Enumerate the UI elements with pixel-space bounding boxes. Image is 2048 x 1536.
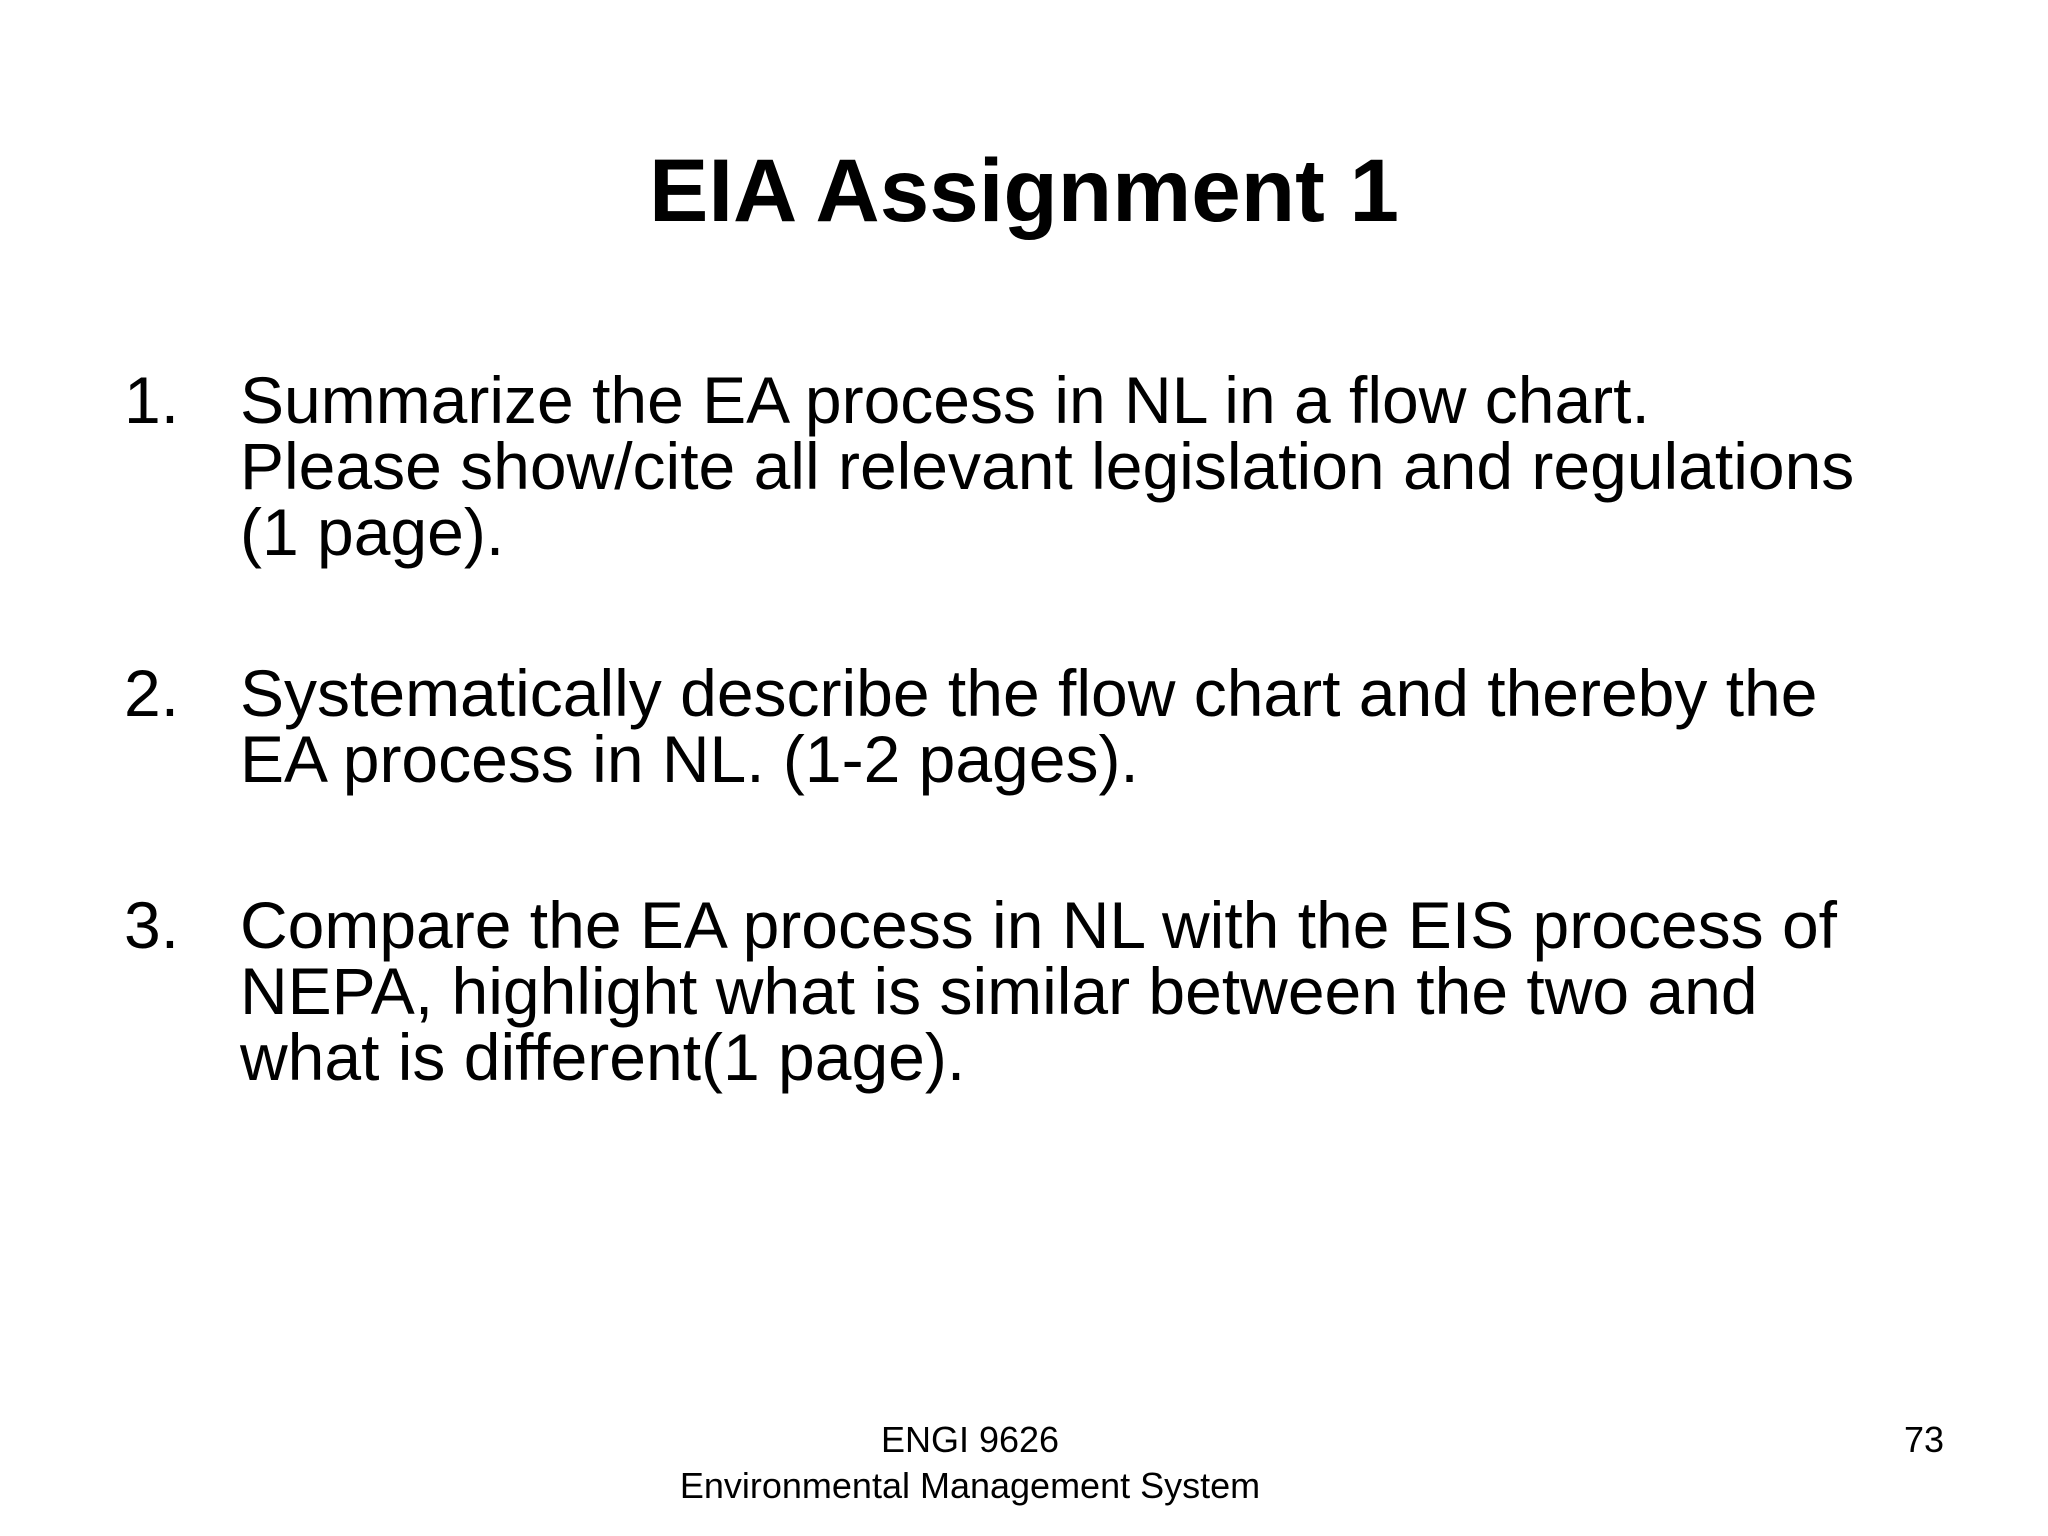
list-item-line: NEPA, highlight what is similar between the two and bbox=[240, 954, 1758, 1028]
list-item-line: Please show/cite all relevant legislation and regulations bbox=[240, 429, 1855, 503]
list-item-line: Compare the EA process in NL with the EIS process of bbox=[240, 888, 1837, 962]
list-item-number: 1. bbox=[124, 363, 180, 437]
list-item-line: EA process in NL. (1-2 pages). bbox=[240, 722, 1139, 796]
list-item-text bbox=[240, 656, 2000, 796]
list-item-line: Summarize the EA process in NL in a flow chart. bbox=[240, 363, 1650, 437]
slide-title: EIA Assignment 1 bbox=[648, 140, 1400, 240]
list-item-line: Systematically describe the flow chart and thereby the bbox=[240, 656, 1818, 730]
list-item-text bbox=[240, 363, 2000, 569]
page-number: 73 bbox=[1903, 1419, 1944, 1460]
slide-footer bbox=[0, 1417, 1940, 1509]
footer-course-code: ENGI 9626 bbox=[880, 1419, 1060, 1460]
list-item-number: 2. bbox=[124, 656, 180, 730]
list-item-line: what is different(1 page). bbox=[240, 1020, 966, 1094]
list-item-text bbox=[240, 888, 2000, 1094]
list-item-number: 3. bbox=[124, 888, 180, 962]
list-item-line: (1 page). bbox=[240, 495, 505, 569]
footer-course-title: Environmental Management System bbox=[679, 1465, 1261, 1506]
